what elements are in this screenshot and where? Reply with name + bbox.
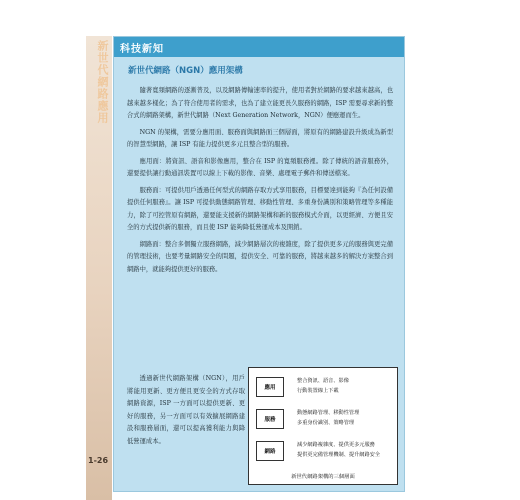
paragraph-intro: 隨著寬頻網路的逐漸普及，以及網路傳輸速率的提升，使用者對於網路的要求越來越高，也越來越多樣化；為了符合使用者的需求，也為了建立能更長久服務的網路，ISP 需要尋求新的整合式的網路架構，新世代網路（Next Generation Network，NGN）便應運而生。 [127, 87, 393, 119]
layer-line: 動態網路管理、移動性管理 [297, 410, 360, 416]
paragraph-application: 應用面：將資訊、語音和影像應用，整合在 ISP 的寬頻服務裡。除了傳統的語音服務外，還要提供讓行動通訊裝置可以線上下載的影像、音樂、處理電子郵件和傳送檔案。 [127, 157, 393, 177]
layer-line: 減少網路複雜度、提供更多元服務 [297, 442, 375, 448]
paragraph-service: 服務面：可提供用戶透過任何型式的網路存取方式享用服務，目標要達到能夠『為任何設備提供任何服務』。讓 ISP 可提供動態網路管理、移動性管理、多重身份識別和策略管理等多種能力，除了可控管原有網路，還要能支援新的網路架構和新的服務模式介面，以更經濟、方便且安全的方式提供新的服務，而且使 ISP 能夠降低營運成本及開銷。 [127, 186, 393, 231]
panel-header-title: 科技新知 [120, 44, 164, 55]
layer-description [297, 376, 393, 396]
paragraph-summary: 透過新世代網路架構（NGN），用戶將能用更新、更方便且更安全的方式存取網路資源，ISP 一方面可以提供更新、更好的服務，另一方面可以有效擴展網路建設和服務層面，還可以提高獲利能力與降低營運成本。 [127, 375, 245, 445]
diagram-layer-network [253, 438, 395, 464]
layer-label: 網路 [256, 441, 284, 461]
layer-description [297, 408, 393, 428]
article-body [127, 85, 393, 280]
layer-line: 整合資訊、語音、影像 [297, 378, 349, 384]
chapter-title: 新世代網路應用 [96, 40, 109, 124]
panel-header [114, 37, 404, 57]
paragraph-network: 網路面：整合多個獨立服務網路，減少網路層次的複雜度，除了提供更多元的服務與更完備的管理技術，也要考量網路安全的問題，提供安全、可靠的服務，將越來越多的解決方案整合到網路中，就能夠提供更好的服務。 [127, 240, 393, 273]
layer-line: 多重身份識別、策略管理 [297, 420, 355, 426]
ngn-layer-diagram [248, 367, 398, 485]
summary-text [127, 373, 245, 448]
margin-strip [86, 36, 112, 500]
diagram-layer-application [253, 374, 395, 400]
diagram-layer-service [253, 406, 395, 432]
layer-line: 提供更完備管理機制、提升網路安全 [297, 452, 381, 458]
diagram-caption: 新世代網路架構的三個層面 [291, 474, 355, 480]
paragraph-architecture: NGN 的架構，需要分應用面、服務面與網路面三個層面，將原有的網路建設升級成為新型的智慧型網路，讓 ISP 有能力提供更多元且整合型的服務。 [127, 128, 393, 148]
layer-label: 應用 [256, 377, 284, 397]
layer-line: 行動裝置線上下載 [297, 388, 339, 394]
layer-description [297, 440, 393, 460]
layer-label: 服務 [256, 409, 284, 429]
article-title: 新世代網路（NGN）應用架構 [128, 66, 243, 76]
tech-news-panel [113, 36, 405, 492]
page-number: 1-26 [88, 456, 109, 465]
